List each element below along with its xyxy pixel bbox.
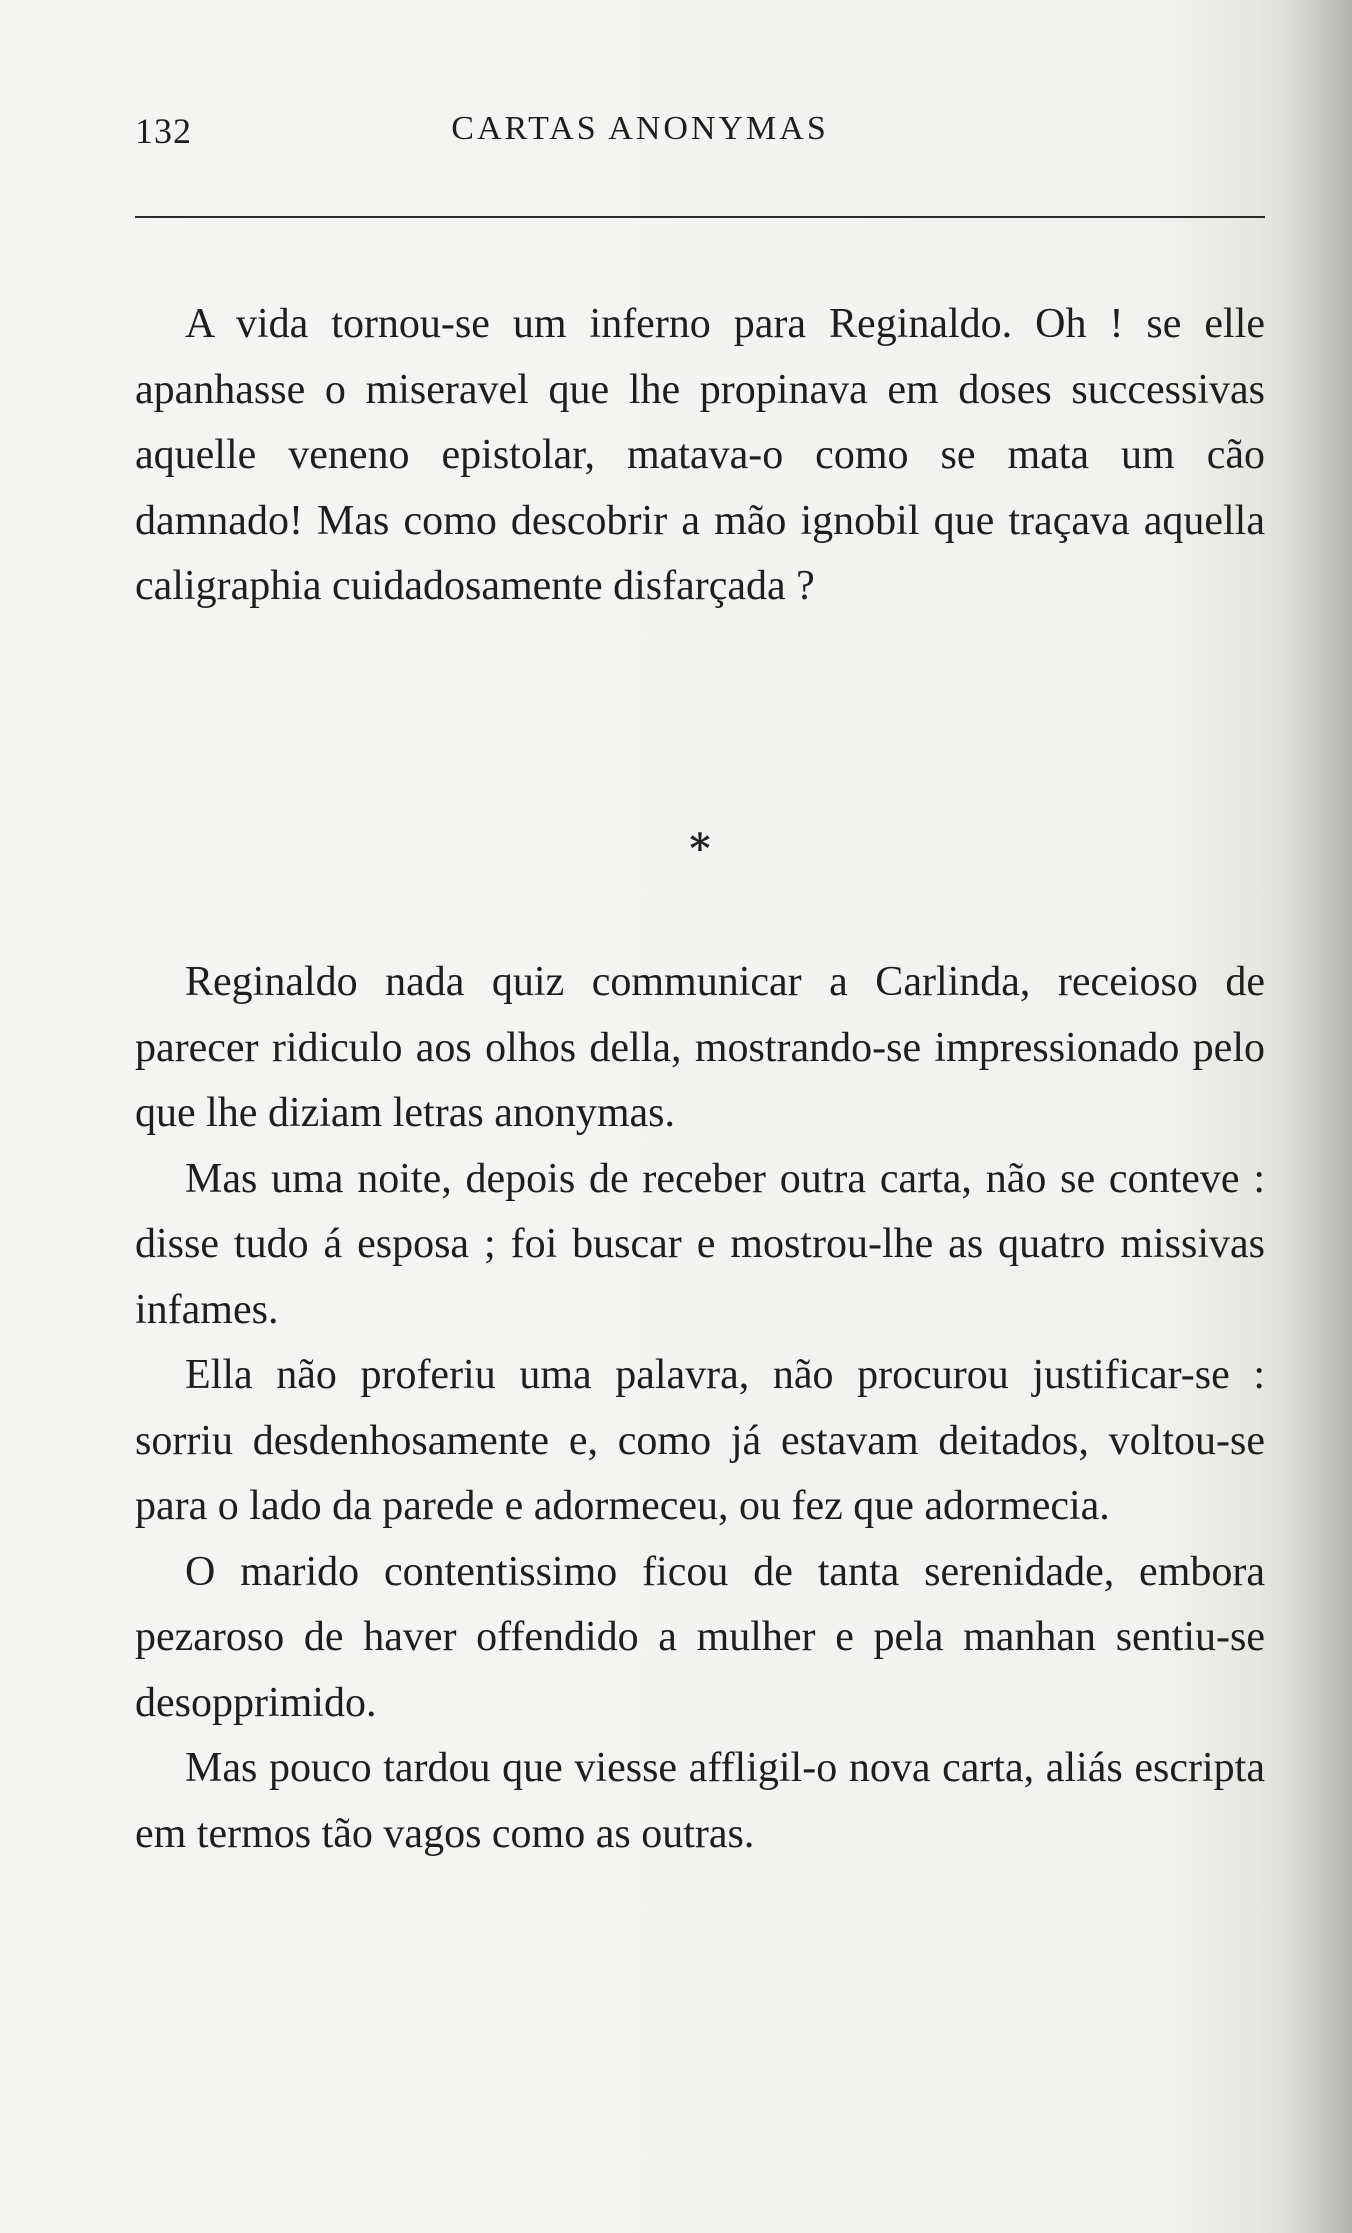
paragraph: Mas pouco tardou que viesse affligil-o nova carta, aliás escripta em termos tão vagos como as outras. [135, 1745, 1265, 1857]
running-title: CARTAS ANONYMAS [451, 110, 829, 147]
text-block-after-break [135, 950, 1265, 1867]
paragraph: Reginaldo nada quiz communicar a Carlinda, receioso de parecer ridiculo aos olhos della, mostrando-se impressionado pelo que lhe diziam letras anonymas. [135, 959, 1265, 1136]
header-rule [135, 216, 1265, 218]
section-break-asterisk: * [689, 825, 711, 872]
page-header [135, 110, 1265, 160]
paragraph: A vida tornou-se um inferno para Reginaldo. Oh ! se elle apanhasse o miseravel que lhe propinava em doses successivas aquelle veneno epistolar, matava-o como se mata um cão damnado! Mas como descobrir a mão ignobil que traçava aquella caligraphia cuidadosamente disfarçada ? [135, 301, 1265, 609]
paragraph: O marido contentissimo ficou de tanta serenidade, embora pezaroso de haver offendido a mulher e pela manhan sentiu-se desopprimido. [135, 1548, 1265, 1726]
paragraph: Ella não proferiu uma palavra, não procurou justificar-se : sorriu desdenhosamente e, como já estavam deitados, voltou-se para o lado da parede e adormeceu, ou fez que adormecia. [135, 1352, 1265, 1529]
page-number: 132 [135, 111, 192, 151]
page-edge-shadow [1282, 0, 1352, 2233]
text-block-before-break [135, 292, 1265, 620]
paragraph: Mas uma noite, depois de receber outra carta, não se conteve : disse tudo á esposa ; foi buscar e mostrou-lhe as quatro missivas infames. [135, 1155, 1265, 1333]
